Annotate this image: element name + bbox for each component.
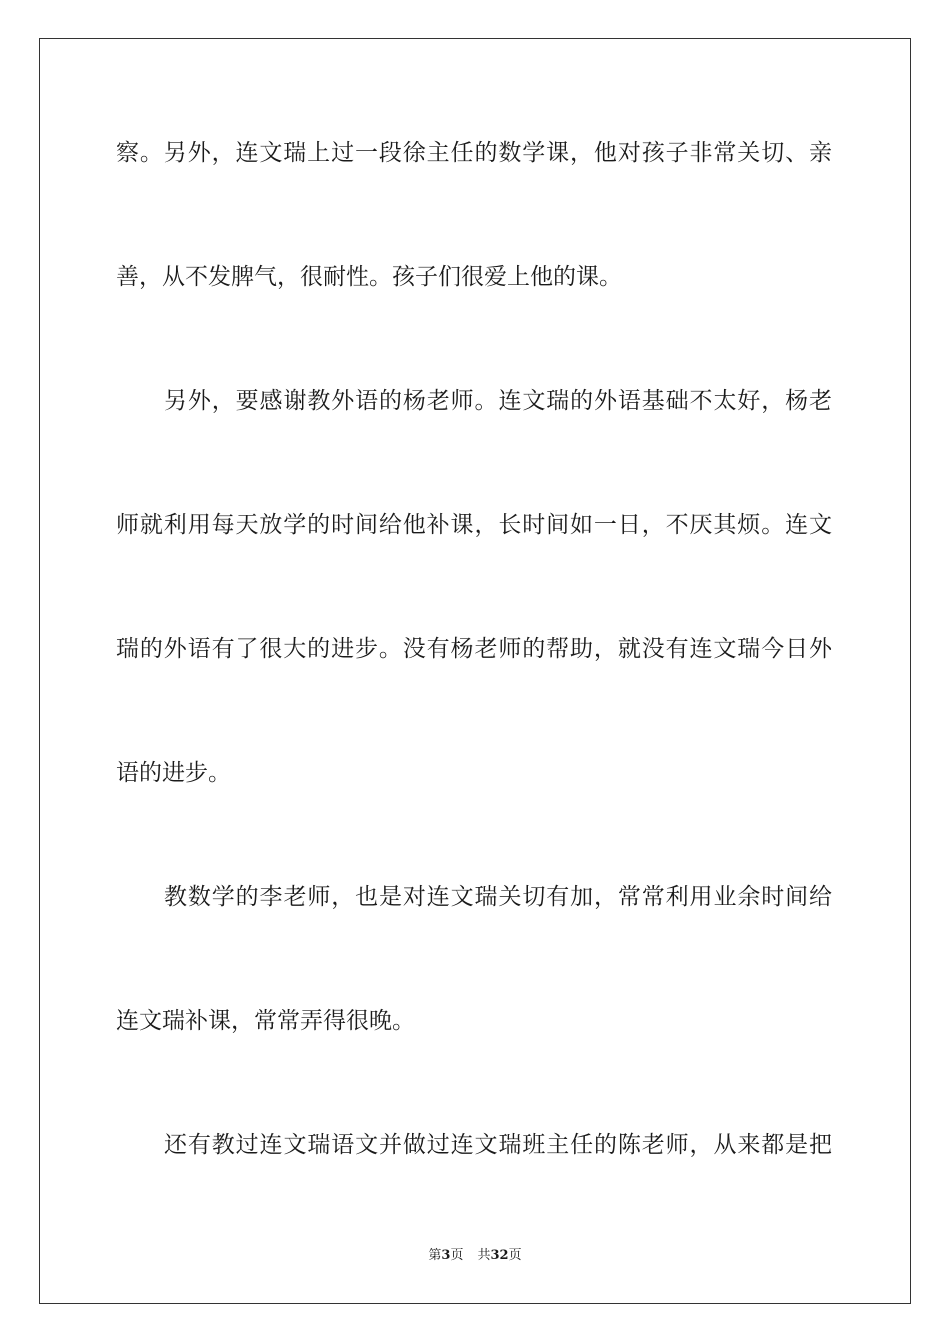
body-line-3: 另外，要感谢教外语的杨老师。连文瑞的外语基础不太好，杨老	[164, 388, 832, 414]
body-line-1: 察。另外，连文瑞上过一段徐主任的数学课，他对孩子非常关切、亲	[116, 140, 832, 166]
body-line-2: 善，从不发脾气，很耐性。孩子们很爱上他的课。	[116, 264, 622, 290]
body-line-7: 教数学的李老师，也是对连文瑞关切有加，常常利用业余时间给	[164, 884, 832, 910]
footer-total-suffix: 页	[508, 1248, 522, 1263]
page-border	[39, 38, 911, 1304]
footer-page-suffix: 页	[450, 1248, 464, 1263]
footer-total-pages: 32	[490, 1248, 509, 1263]
body-line-6: 语的进步。	[116, 760, 231, 786]
footer-page-prefix: 第	[428, 1248, 442, 1263]
body-line-9: 还有教过连文瑞语文并做过连文瑞班主任的陈老师，从来都是把	[164, 1132, 832, 1158]
body-line-8: 连文瑞补课，常常弄得很晚。	[116, 1008, 415, 1034]
body-line-4: 师就利用每天放学的时间给他补课，长时间如一日，不厌其烦。连文	[116, 512, 832, 538]
page-footer	[0, 1247, 950, 1265]
footer-page-number: 3	[441, 1248, 451, 1263]
body-line-5: 瑞的外语有了很大的进步。没有杨老师的帮助，就没有连文瑞今日外	[116, 636, 832, 662]
footer-total-prefix: 共	[477, 1248, 491, 1263]
